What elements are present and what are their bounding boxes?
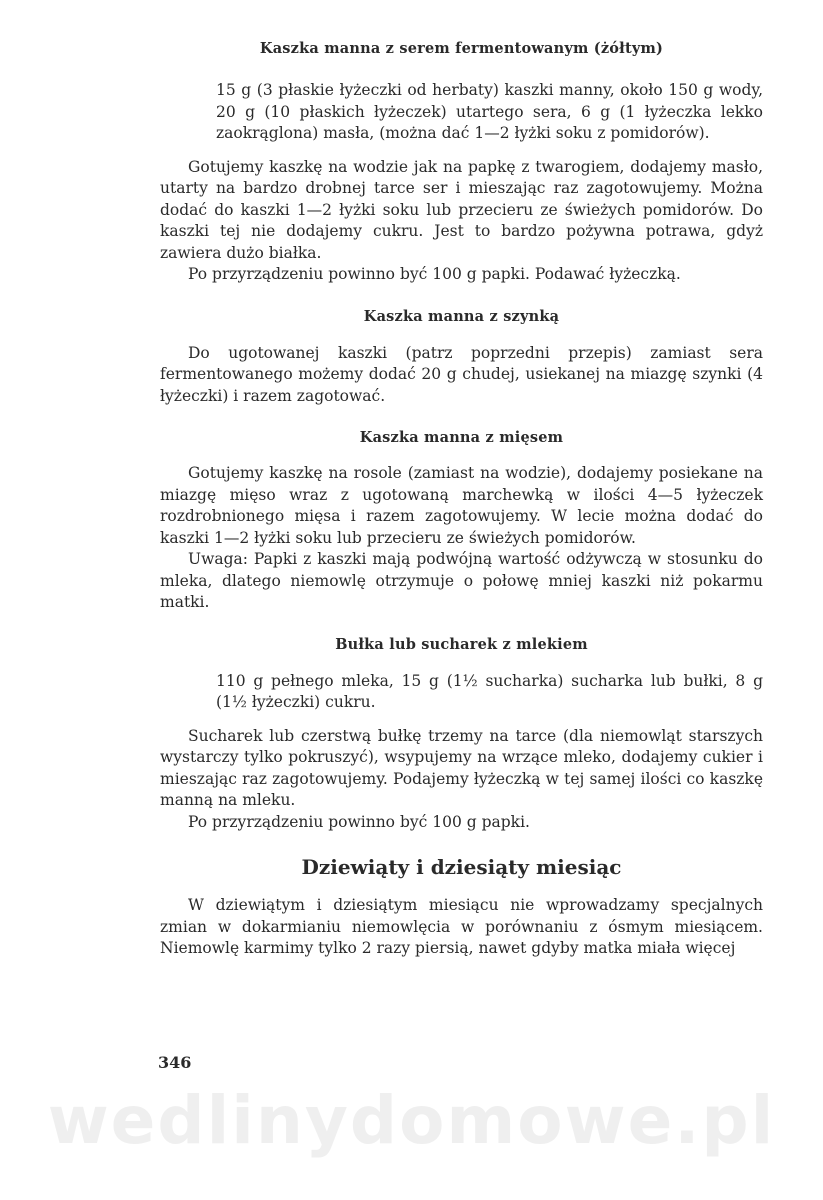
recipe-title: Bułka lub sucharek z mlekiem (335, 635, 588, 653)
recipe-semolina-meat (160, 429, 763, 614)
section-heading: Dziewiąty i dziesiąty miesiąc (301, 855, 622, 879)
recipe-paragraph: Do ugotowanej kaszki (patrz poprzedni przepis) zamiast sera fermentowanego możemy dodać 20 g chudej, usiekanej na miazgę szynki (4 łyżeczki) i razem zagotować. (160, 343, 763, 405)
recipe-paragraph: Sucharek lub czerstwą bułkę trzemy na tarce (dla niemowląt starszych wystarczy tylko pokruszyć), wsypujemy na wrzące mleko, dodajemy cukier i mieszając raz zagotowujemy. Podajemy łyżeczką w tej samej ilości co kaszkę manną na mleku. (160, 726, 763, 809)
recipe-semolina-cheese (160, 40, 763, 286)
recipe-title: Kaszka manna z szynką (363, 307, 560, 325)
recipe-ingredients: 15 g (3 płaskie łyżeczki od herbaty) kaszki manny, około 150 g wody, 20 g (10 płaskich łyżeczek) utartego sera, 6 g (1 łyżeczka lekko zaokrąglona) masła, (można dać 1—2 łyżki soku z pomidorów). (216, 81, 763, 142)
recipe-ingredients: 110 g pełnego mleka, 15 g (1½ sucharka) sucharka lub bułki, 8 g (1½ łyżeczki) cukru. (216, 671, 763, 711)
recipe-note: Uwaga: Papki z kaszki mają podwójną wartość odżywczą w stosunku do mleka, dlatego niemowlę otrzymuje o połowę mniej kaszki niż pokarmu matki. (160, 550, 763, 611)
recipe-paragraph: Po przyrządzeniu powinno być 100 g papki. Podawać łyżeczką. (188, 265, 681, 283)
recipe-paragraph: Gotujemy kaszkę na rosole (zamiast na wodzie), dodajemy posiekane na miazgę mięso wraz z ugotowaną marchewką w ilości 4—5 łyżeczek rozdrobnionego mięsa i razem zagotowujemy. W lecie można dodać do kaszki 1—2 łyżki soku lub przecieru ze świeżych pomidorów. (160, 464, 763, 547)
section-paragraph: W dziewiątym i dziesiątym miesiącu nie wprowadzamy specjalnych zmian w dokarmianiu niemowlęcia w porównaniu z ósmym miesiącem. Niemowlę karmimy tylko 2 razy piersią, nawet gdyby matka miała więcej (160, 896, 763, 957)
page-content (160, 40, 763, 960)
page-number: 346 (158, 1053, 192, 1072)
watermark: wedlinydomowe.pl (47, 1082, 776, 1159)
recipe-title: Kaszka manna z mięsem (359, 429, 564, 446)
recipe-bun-milk (160, 636, 763, 834)
recipe-semolina-ham (160, 308, 763, 408)
recipe-paragraph: Po przyrządzeniu powinno być 100 g papki. (188, 812, 530, 831)
section-ninth-tenth-month (160, 855, 763, 960)
recipe-paragraph: Gotujemy kaszkę na wodzie jak na papkę z twarogiem, dodajemy masło, utarty na bardzo drobnej tarce ser i mieszając raz zagotowujemy. Można dodać do kaszki 1—2 łyżki soku lub przecieru ze świeżych pomidorów. Do kaszki tej nie dodajemy cukru. Jest to bardzo pożywna potrawa, gdyż zawiera dużo białka. (160, 157, 763, 262)
recipe-title: Kaszka manna z serem fermentowanym (żółtym) (259, 40, 664, 57)
